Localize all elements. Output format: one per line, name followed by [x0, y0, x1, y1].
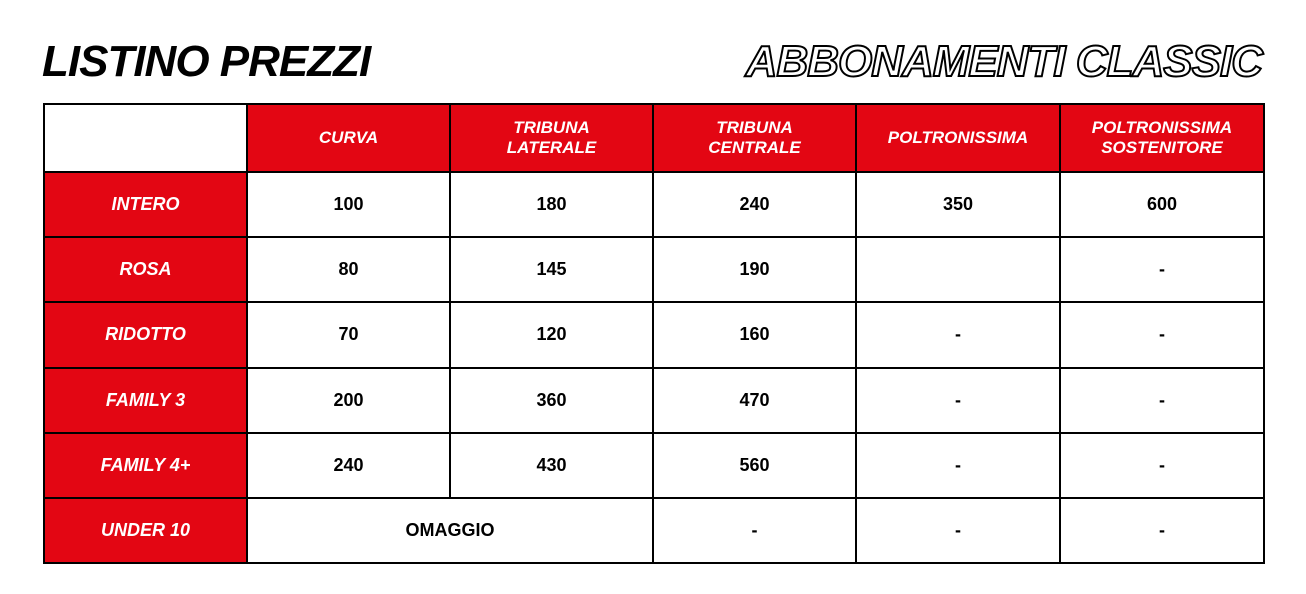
- table-row: [44, 498, 1264, 563]
- column-header-poltronissima-sostenitore: [1060, 104, 1264, 172]
- row-header-rosa: ROSA: [44, 237, 247, 302]
- row-header-family-3: FAMILY 3: [44, 368, 247, 433]
- column-header-poltronissima: [856, 104, 1060, 172]
- table-row: [44, 433, 1264, 498]
- column-header-tribuna-centrale: [653, 104, 856, 172]
- price-cell: 430: [450, 433, 653, 498]
- price-cell: 600: [1060, 172, 1264, 237]
- row-header-intero: INTERO: [44, 172, 247, 237]
- column-header-line: POLTRONISSIMA: [887, 128, 1029, 148]
- price-cell: -: [1060, 368, 1264, 433]
- price-cell: 200: [247, 368, 450, 433]
- page-title: LISTINO PREZZI: [42, 37, 371, 86]
- price-cell-merged: OMAGGIO: [247, 498, 653, 563]
- price-cell: -: [856, 302, 1060, 367]
- column-header-line: SOSTENITORE: [1101, 138, 1223, 158]
- price-cell: 240: [653, 172, 856, 237]
- column-header-line: POLTRONISSIMA: [1091, 118, 1233, 138]
- column-header-line: TRIBUNA: [716, 118, 793, 138]
- column-header-line: CURVA: [318, 128, 379, 148]
- column-header-line: TRIBUNA: [513, 118, 590, 138]
- price-cell: 240: [247, 433, 450, 498]
- price-cell: 350: [856, 172, 1060, 237]
- row-header-family-4-plus: FAMILY 4+: [44, 433, 247, 498]
- price-cell: -: [1060, 237, 1264, 302]
- price-cell: -: [856, 433, 1060, 498]
- page-subtitle: ABBONAMENTI CLASSIC: [745, 37, 1262, 86]
- price-cell: -: [1060, 433, 1264, 498]
- price-table: [43, 103, 1265, 564]
- price-cell: 360: [450, 368, 653, 433]
- table-row: [44, 368, 1264, 433]
- price-cell: 180: [450, 172, 653, 237]
- column-header-line: CENTRALE: [708, 138, 801, 158]
- table-row: [44, 302, 1264, 367]
- price-cell: 190: [653, 237, 856, 302]
- price-cell: -: [856, 498, 1060, 563]
- price-cell: 560: [653, 433, 856, 498]
- column-header-tribuna-laterale: [450, 104, 653, 172]
- table-header-row: [44, 104, 1264, 172]
- price-cell: 145: [450, 237, 653, 302]
- row-header-ridotto: RIDOTTO: [44, 302, 247, 367]
- price-cell: -: [856, 368, 1060, 433]
- price-cell: -: [1060, 498, 1264, 563]
- price-cell: -: [1060, 302, 1264, 367]
- price-cell: 100: [247, 172, 450, 237]
- price-cell: 120: [450, 302, 653, 367]
- price-cell: 160: [653, 302, 856, 367]
- price-cell: -: [653, 498, 856, 563]
- price-cell: 470: [653, 368, 856, 433]
- price-cell: [856, 237, 1060, 302]
- table-row: [44, 237, 1264, 302]
- price-cell: 70: [247, 302, 450, 367]
- price-cell: 80: [247, 237, 450, 302]
- row-header-under-10: UNDER 10: [44, 498, 247, 563]
- table-corner-cell: [44, 104, 247, 172]
- table-row: [44, 172, 1264, 237]
- column-header-line: LATERALE: [506, 138, 597, 158]
- column-header-curva: [247, 104, 450, 172]
